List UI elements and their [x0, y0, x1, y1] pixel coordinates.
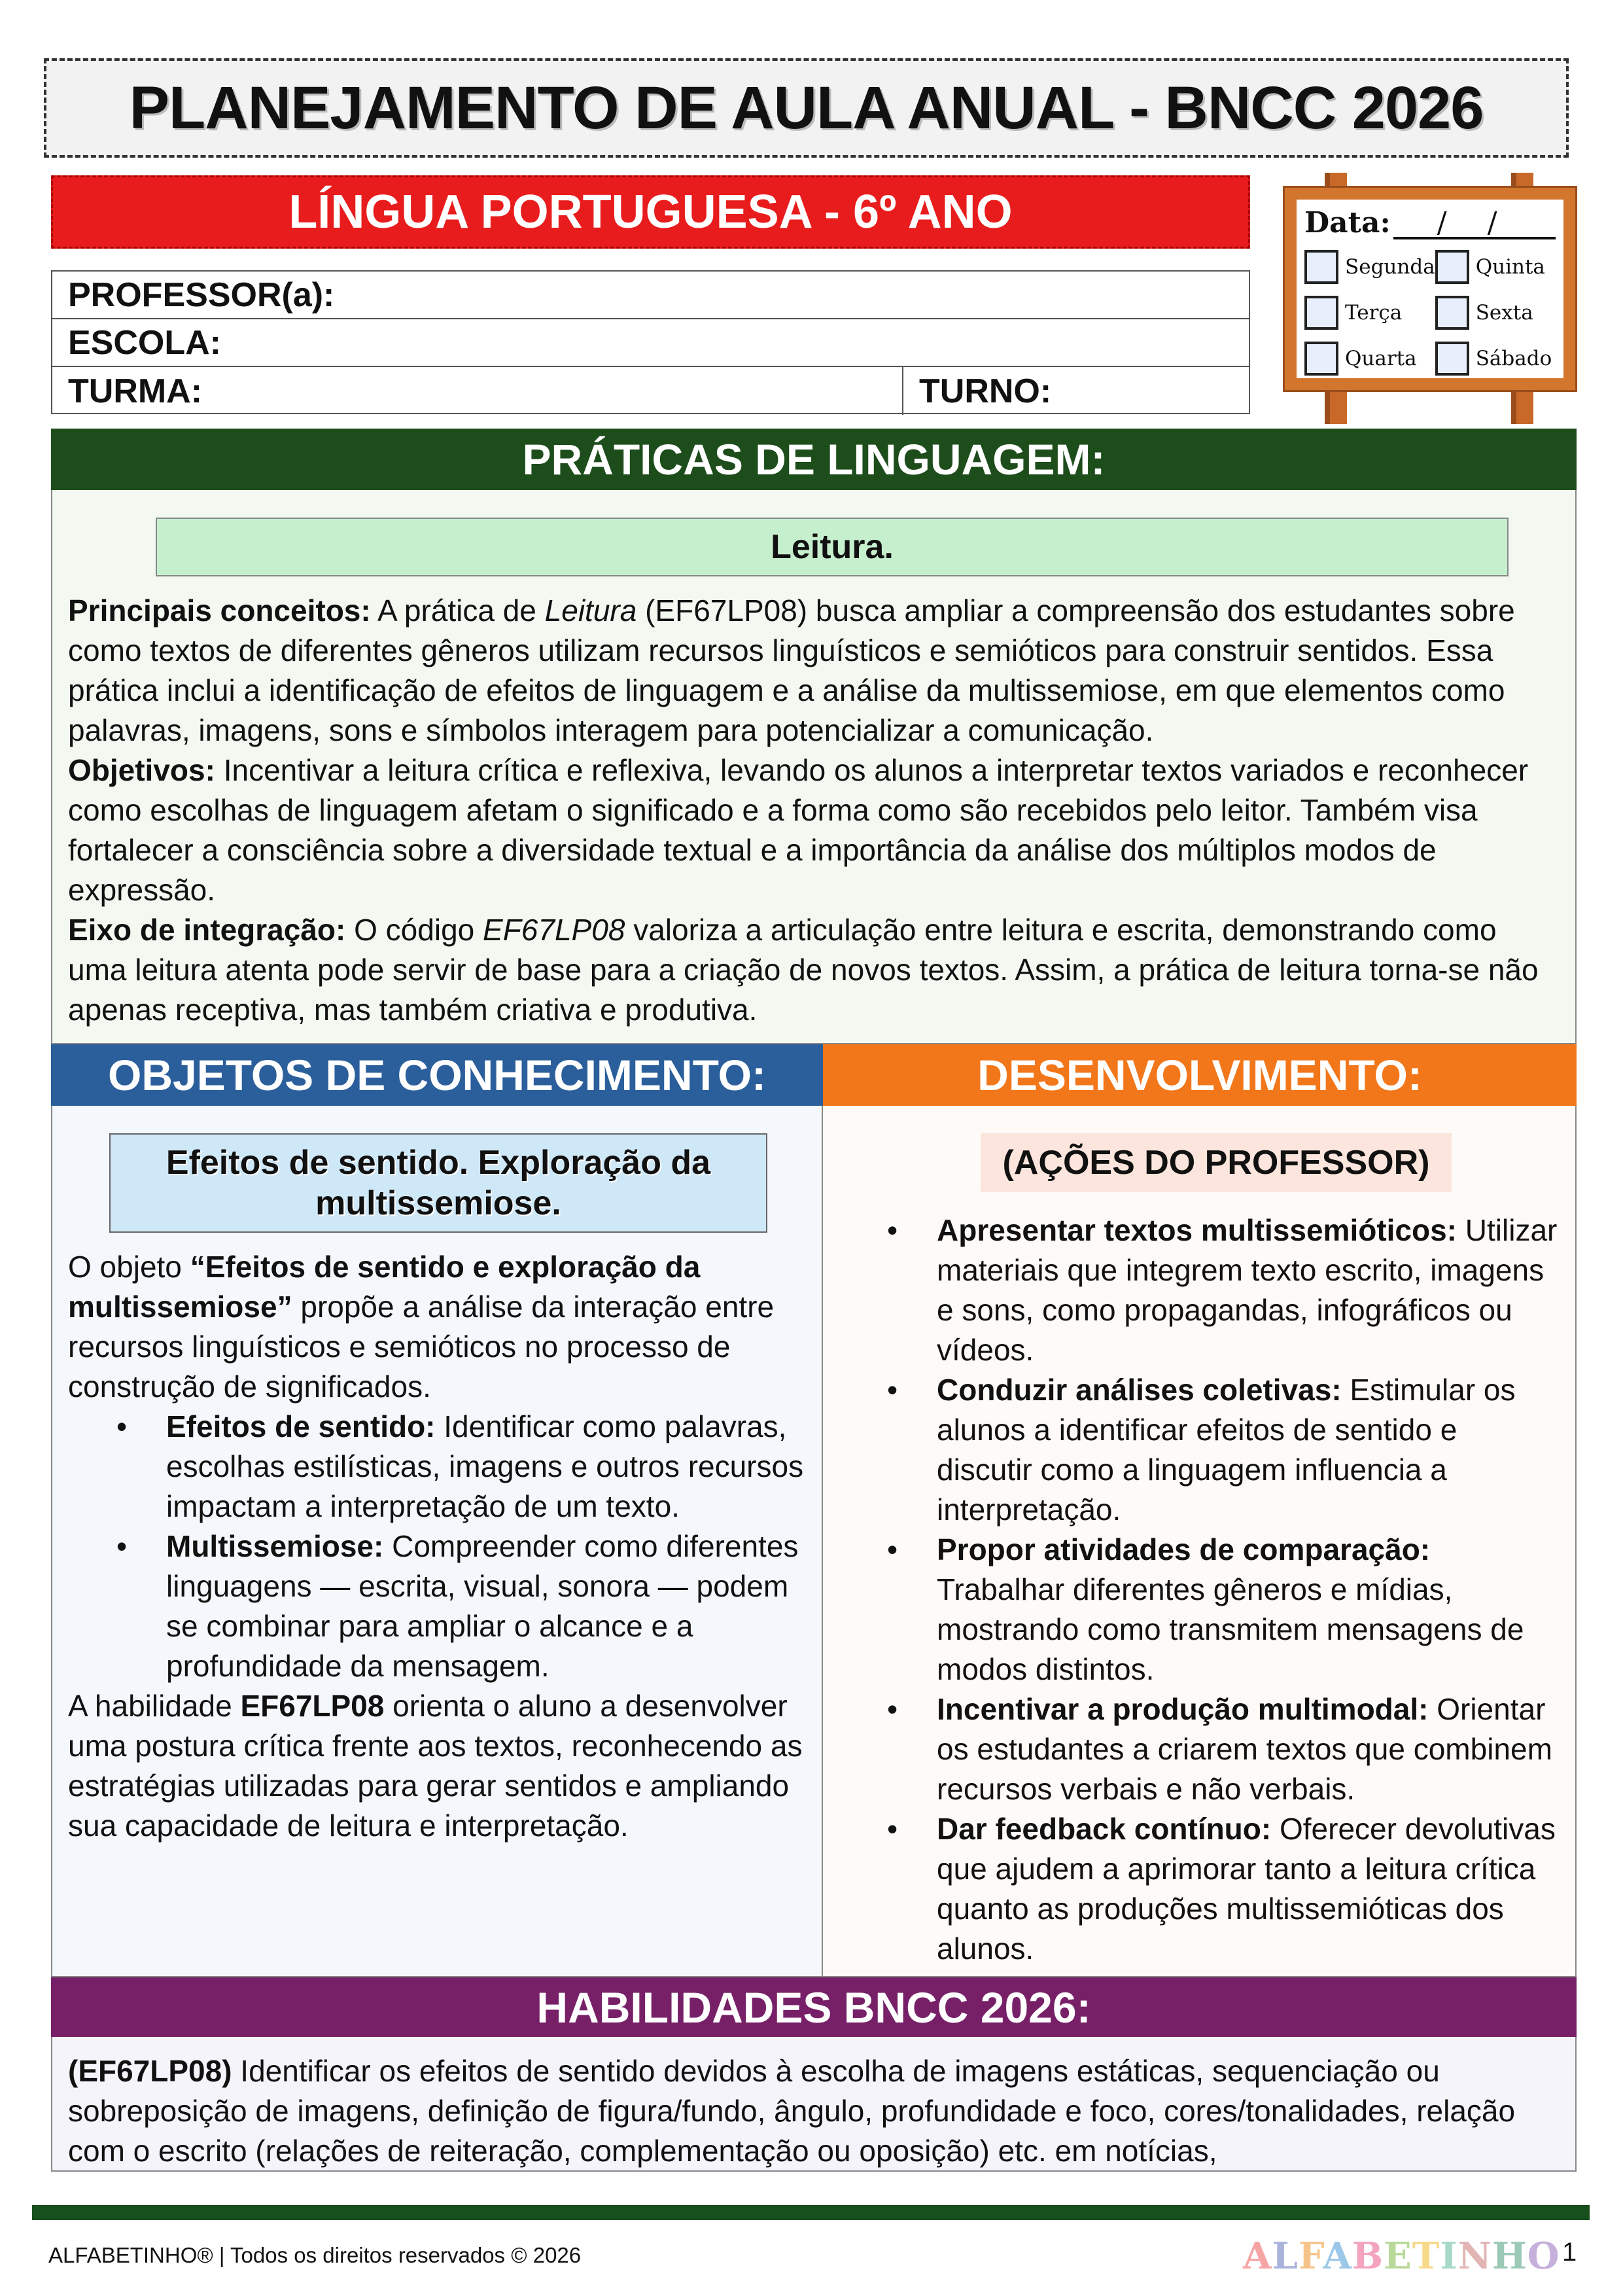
objetos-section [51, 1106, 823, 1977]
turma-label: TURMA: [68, 372, 203, 410]
board-leg [1511, 389, 1533, 424]
logo-letter: A [1323, 2234, 1352, 2278]
list-item: • Incentivar a produção multimodal: Orientar os estudantes a criarem textos que combinem recursos verbais e não verbais. [937, 1689, 1560, 1809]
day-label: Segunda [1345, 255, 1435, 279]
objetos-list [68, 1407, 806, 1686]
board-leg [1325, 389, 1347, 424]
professor-field[interactable] [52, 272, 1249, 319]
desenvolvimento-title: (AÇÕES DO PROFESSOR) [981, 1133, 1452, 1192]
logo-letter: I [1440, 2234, 1458, 2278]
list-item: • Dar feedback contínuo: Oferecer devolutivas que ajudem a aprimorar tanto a leitura crítica quanto as produções multissemióticas dos alunos. [937, 1809, 1560, 1969]
date-board [1279, 173, 1580, 424]
day-checkbox-terca[interactable] [1304, 296, 1435, 330]
objetos-intro: O objeto “Efeitos de sentido e exploração da multissemiose” propõe a análise da interação entre recursos linguísticos e semióticos no processo de construção de significados. [68, 1250, 775, 1404]
logo-letter: N [1457, 2234, 1492, 2278]
checkbox-icon [1435, 250, 1469, 284]
day-checkbox-quinta[interactable] [1435, 250, 1556, 284]
logo-letter: B [1352, 2234, 1384, 2278]
objetos-header: OBJETOS DE CONHECIMENTO: [51, 1044, 823, 1106]
turma-turno-row [52, 367, 1249, 415]
praticas-header: PRÁTICAS DE LINGUAGEM: [51, 429, 1577, 490]
objetos-title: Efeitos de sentido. Exploração da multissemiose. [109, 1133, 767, 1233]
logo-letter: A [1243, 2234, 1272, 2278]
turno-label: TURNO: [919, 372, 1052, 410]
logo-letter: O [1527, 2234, 1560, 2278]
day-checkbox-quarta[interactable] [1304, 342, 1435, 376]
habilidade-text: (EF67LP08) Identificar os efeitos de sentido devidos à escolha de imagens estáticas, sequenciação ou sobreposição de imagens, definição de figura/fundo, ângulo, profundidade e foco, cores/tonalidades, relação com o escrito (relações de reiteração, complementação ou oposição) etc. em notícias, [68, 2054, 1516, 2168]
leitura-tag: Leitura. [156, 518, 1509, 576]
escola-field[interactable] [52, 319, 1249, 367]
alfabetinho-logo [1243, 2234, 1560, 2278]
checkbox-icon [1435, 296, 1469, 330]
footer-copyright: ALFABETINHO® | Todos os direitos reservados © 2026 [48, 2243, 582, 2267]
objetos-outro: A habilidade EF67LP08 orienta o aluno a desenvolver uma postura crítica frente aos textos, reconhecendo as estratégias utilizadas para gerar sentidos e ampliando sua capacidade de leitura e interpretação. [68, 1689, 803, 1843]
desenvolvimento-header: DESENVOLVIMENTO: [823, 1044, 1577, 1106]
logo-letter: H [1492, 2234, 1527, 2278]
date-label: Data: [1304, 206, 1391, 239]
day-checkbox-segunda[interactable] [1304, 250, 1435, 284]
habilidades-header: HABILIDADES BNCC 2026: [51, 1977, 1577, 2037]
page-title: PLANEJAMENTO DE AULA ANUAL - BNCC 2026 [44, 58, 1569, 158]
logo-letter: T [1412, 2234, 1440, 2278]
list-item: • Propor atividades de comparação: Trabalhar diferentes gêneros e mídias, mostrando como transmitem mensagens de modos distintos. [937, 1530, 1560, 1689]
info-table [51, 270, 1250, 414]
checkbox-icon [1304, 342, 1338, 376]
desenvolvimento-list [839, 1210, 1560, 1969]
day-label: Sexta [1475, 301, 1533, 325]
subject-banner: LÍNGUA PORTUGUESA - 6º ANO [51, 175, 1250, 249]
checkbox-icon [1435, 342, 1469, 376]
date-field[interactable]: / / [1393, 213, 1556, 239]
board-frame [1283, 186, 1577, 392]
desenvolvimento-section [823, 1106, 1577, 1977]
turno-field[interactable] [903, 367, 1051, 415]
logo-letter: E [1384, 2234, 1412, 2278]
checkbox-icon [1304, 296, 1338, 330]
footer-divider [32, 2205, 1590, 2220]
list-item: • Conduzir análises coletivas: Estimular os alunos a identificar efeitos de sentido e discutir como a linguagem influencia a interpretação. [937, 1370, 1560, 1530]
escola-label: ESCOLA: [68, 323, 221, 362]
praticas-section [51, 490, 1577, 1044]
habilidades-section [51, 2037, 1577, 2172]
logo-letter: L [1272, 2234, 1299, 2278]
page-number: 1 [1562, 2238, 1577, 2267]
checkbox-icon [1304, 250, 1338, 284]
day-checkbox-sabado[interactable] [1435, 342, 1556, 376]
list-item: • Apresentar textos multissemióticos: Utilizar materiais que integrem texto escrito, imagens e sons, como propagandas, infográficos ou vídeos. [937, 1210, 1560, 1370]
list-item: • Multissemiose: Compreender como diferentes linguagens — escrita, visual, sonora — podem se combinar para ampliar o alcance e a profundidade da mensagem. [166, 1527, 806, 1686]
professor-label: PROFESSOR(a): [68, 275, 335, 314]
logo-letter: F [1298, 2234, 1323, 2278]
conceitos-paragraph: Principais conceitos: A prática de Leitura (EF67LP08) busca ampliar a compreensão dos estudantes sobre como textos de diferentes gêneros utilizam recursos linguísticos e semióticos para construir sentidos. Essa prática inclui a identificação de efeitos de linguagem e a análise da multissemiose, em que elementos como palavras, imagens, sons e símbolos interagem para potencializar a comunicação. Objetivos: Incentivar a leitura crítica e reflexiva, levando os alunos a interpretar textos variados e reconhecer como escolhas de linguagem afetam o significado e a forma como são recebidos pelo leitor. Também visa fortalecer a consciência sobre a diversidade textual e a importância da análise dos múltiplos modos de expressão. Eixo de integração: O código EF67LP08 valoriza a articulação entre leitura e escrita, demonstrando como uma leitura atenta pode servir de base para a criação de novos textos. Assim, a prática de leitura torna-se não apenas receptiva, mas também criativa e produtiva. [68, 593, 1539, 1027]
day-label: Terça [1345, 301, 1403, 325]
turma-field[interactable] [52, 367, 903, 415]
day-label: Sábado [1475, 347, 1552, 370]
day-label: Quinta [1475, 255, 1545, 279]
day-label: Quarta [1345, 347, 1417, 370]
list-item: • Efeitos de sentido: Identificar como palavras, escolhas estilísticas, imagens e outros recursos impactam a interpretação de um texto. [166, 1407, 806, 1527]
day-checkbox-sexta[interactable] [1435, 296, 1556, 330]
